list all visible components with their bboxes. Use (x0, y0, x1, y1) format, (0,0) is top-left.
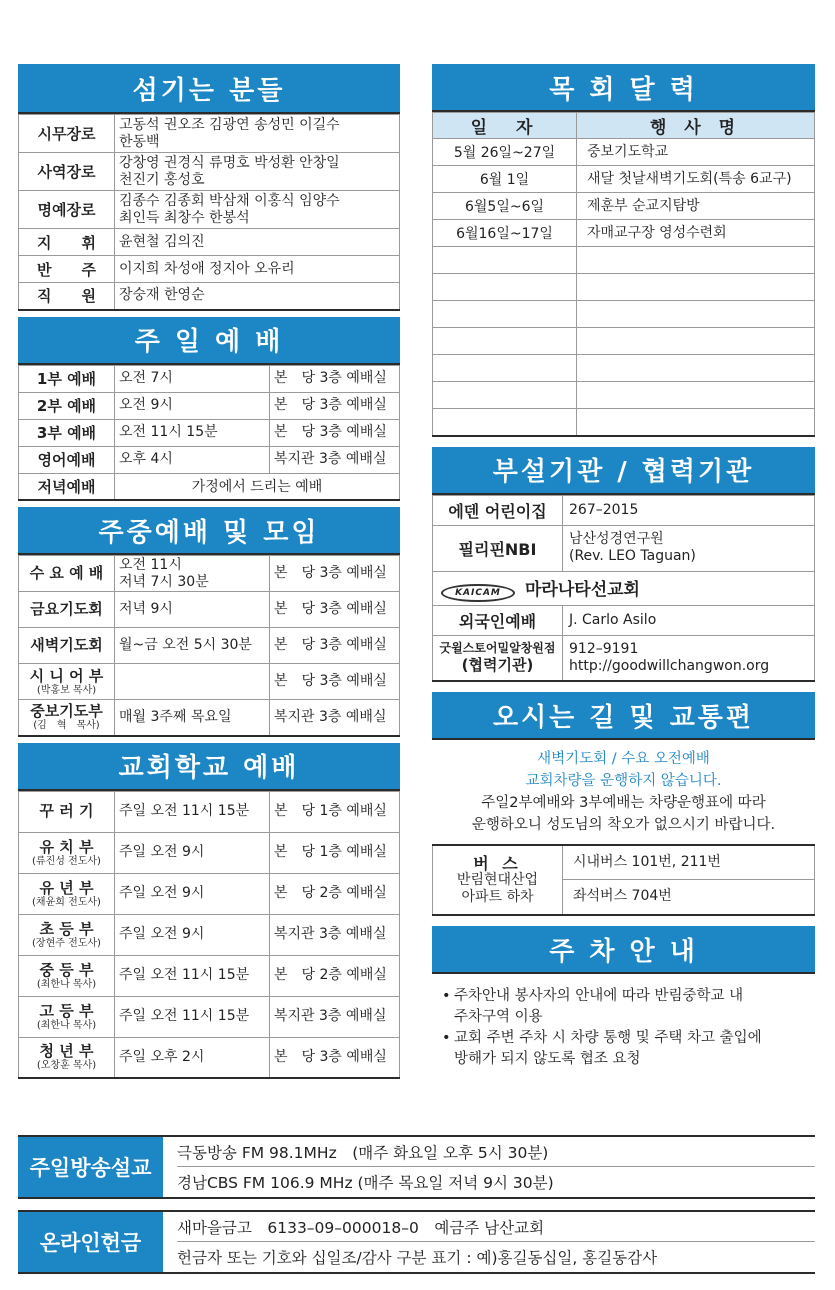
text-line: 저녁 9시 (119, 601, 173, 617)
text-line: 저녁 7시 30분 (119, 573, 209, 590)
affiliates-title: 부설기관 / 협력기관 (432, 447, 815, 495)
text-line: 오전 11시 (119, 556, 182, 573)
group-place: 복지관 3층 예배실 (270, 700, 400, 736)
calendar-event (577, 382, 815, 409)
bus-stop (437, 872, 558, 906)
affiliate-label: 에덴 어린이집 (433, 495, 563, 525)
calendar-row (433, 247, 815, 274)
group-label: 금요기도회 (30, 600, 103, 618)
calendar-row (433, 274, 815, 301)
group-place: 복지관 3층 예배실 (270, 914, 400, 955)
bus-city: 시내버스 101번, 211번 (563, 845, 815, 879)
affiliate-merged (433, 571, 815, 605)
weekday-row (19, 628, 400, 664)
calendar-date (433, 382, 577, 409)
serving-names (115, 153, 400, 191)
sunday-row (19, 419, 400, 446)
affiliates-table (432, 495, 815, 683)
calendar-event (577, 301, 815, 328)
group-name (19, 996, 115, 1037)
calendar-row (433, 409, 815, 436)
group-leader: (박홍보 목사) (36, 684, 97, 696)
school-row (19, 873, 400, 914)
service-time: 오전 9시 (115, 392, 270, 419)
sunday-title: 주 일 예 배 (18, 317, 400, 365)
text-line: 주차구역 이용 (454, 1009, 543, 1025)
text-line: 주일 오후 2시 (119, 1048, 205, 1065)
school-row (19, 996, 400, 1037)
serving-row (19, 153, 400, 191)
affiliate-value (563, 495, 815, 525)
group-label: 새벽기도회 (30, 636, 103, 654)
serving-row (19, 283, 400, 310)
service-time: 오전 11시 15분 (115, 419, 270, 446)
group-name (19, 791, 115, 832)
text-line: 주일 오전 9시 (119, 885, 205, 901)
school-row (19, 914, 400, 955)
group-time (115, 791, 270, 832)
weekday-row (19, 664, 400, 700)
serving-role: 지 휘 (19, 229, 115, 256)
calendar-event (577, 247, 815, 274)
calendar-date: 6월 1일 (433, 166, 577, 193)
group-name (19, 556, 115, 592)
weekday-row (19, 592, 400, 628)
sunday-row (19, 446, 400, 473)
affiliate-row (433, 495, 815, 525)
group-label: 유 치 부 (39, 837, 94, 856)
service-name: 1부 예배 (19, 365, 115, 392)
calendar-row (433, 166, 815, 193)
parking-title: 주 차 안 내 (432, 926, 815, 974)
group-time (115, 873, 270, 914)
text-line: 새벽기도회 / 수요 오전예배 (537, 751, 710, 767)
school-row (19, 955, 400, 996)
calendar-date (433, 247, 577, 274)
calendar-col-event: 행 사 명 (577, 113, 815, 139)
affiliate-value (563, 635, 815, 681)
parking-text (454, 1028, 762, 1070)
affiliate-label: 필리핀NBI (433, 525, 563, 571)
serving-row (19, 229, 400, 256)
bus-table (432, 844, 815, 916)
text-line: 최인득 최창수 한봉석 (119, 209, 250, 226)
bullet-icon: • (442, 1030, 451, 1046)
offering-label: 온라인헌금 (18, 1212, 163, 1272)
calendar-row (433, 382, 815, 409)
calendar-date (433, 274, 577, 301)
calendar-event (577, 409, 815, 436)
text-line: 주일 오전 9시 (119, 844, 205, 860)
kaicam-logo: KAICAM (441, 584, 515, 602)
service-time: 오후 4시 (115, 446, 270, 473)
group-name (19, 1037, 115, 1078)
text-line: 주차안내 봉사자의 안내에 따라 반림중학교 내 (454, 988, 744, 1004)
serving-role: 사역장로 (19, 153, 115, 191)
group-place: 본 당 2층 예배실 (270, 955, 400, 996)
directions-notice-blue (432, 748, 815, 792)
sunday-row (19, 473, 400, 500)
service-name: 3부 예배 (19, 419, 115, 446)
serving-title: 섬기는 분들 (18, 64, 400, 114)
parking-text (454, 986, 743, 1028)
right-column (432, 64, 815, 1070)
group-time (115, 628, 270, 664)
offering-box (18, 1210, 815, 1274)
weekday-row (19, 556, 400, 592)
calendar-event: 제훈부 순교지탐방 (577, 193, 815, 220)
group-leader: (오창훈 목사) (36, 1060, 97, 1072)
group-time (115, 1037, 270, 1078)
school-title: 교회학교 예배 (18, 743, 400, 791)
broadcast-label: 주일방송설교 (18, 1137, 163, 1197)
serving-role: 반 주 (19, 256, 115, 283)
group-leader: (류진성 전도사) (32, 855, 101, 867)
serving-names (115, 115, 400, 153)
text-line: 교회차량을 운행하지 않습니다. (525, 773, 722, 789)
broadcast-lines (163, 1137, 815, 1197)
text-line: 방해가 되지 않도록 협조 요청 (454, 1051, 641, 1067)
group-time (115, 955, 270, 996)
group-label: 중 등 부 (39, 960, 94, 979)
school-table (18, 791, 400, 1080)
group-place: 본 당 3층 예배실 (270, 628, 400, 664)
group-time (115, 556, 270, 592)
text-line: 천진기 홍성호 (119, 171, 205, 188)
broadcast-line: 경남CBS FM 106.9 MHz (매주 목요일 저녁 9시 30분) (177, 1174, 554, 1192)
text-line: 교회 주변 주차 시 차량 통행 및 주택 차고 출입에 (454, 1030, 762, 1046)
serving-row (19, 115, 400, 153)
group-name (19, 628, 115, 664)
school-row (19, 832, 400, 873)
text-line: 912–9191 (569, 640, 639, 657)
group-leader: (장현주 전도사) (32, 937, 101, 949)
calendar-date (433, 301, 577, 328)
bus-label: 버 스 (473, 853, 522, 873)
service-place: 복지관 3층 예배실 (270, 446, 400, 473)
group-time (115, 832, 270, 873)
calendar-event: 자매교구장 영성수련회 (577, 220, 815, 247)
service-place: 본 당 3층 예배실 (270, 392, 400, 419)
group-leader: (최한나 목사) (36, 1019, 97, 1031)
directions-notice (432, 792, 815, 836)
calendar-date: 5월 26일~27일 (433, 139, 577, 166)
group-label: 초 등 부 (39, 919, 94, 938)
text-line: 매월 3주째 목요일 (119, 708, 232, 725)
text-line: 한동백 (119, 133, 160, 150)
offering-line: 헌금자 또는 기호와 십일조/감사 구분 표기 : 예)홍길동십일, 홍길동감사 (177, 1249, 658, 1267)
calendar-event (577, 328, 815, 355)
group-time (115, 914, 270, 955)
service-name: 영어예배 (19, 446, 115, 473)
text-line: 주일2부예배와 3부예배는 차량운행표에 따라 (481, 795, 766, 811)
calendar-row (433, 220, 815, 247)
broadcast-box (18, 1135, 815, 1199)
group-label: 수 요 예 배 (29, 564, 104, 582)
calendar-col-date: 일 자 (433, 113, 577, 139)
affiliate-row (433, 571, 815, 605)
text-line: 강창영 권경식 류명호 박성환 안창일 (119, 154, 340, 171)
text-line: http://goodwillchangwon.org (569, 657, 770, 674)
affiliate-value (563, 605, 815, 635)
school-row (19, 791, 400, 832)
text-line: 장숭재 한영순 (119, 287, 205, 304)
group-time (115, 700, 270, 736)
affiliate-row (433, 605, 815, 635)
group-label: 청 년 부 (39, 1042, 94, 1061)
affiliate-label: 외국인예배 (433, 605, 563, 635)
group-label: 고 등 부 (39, 1001, 94, 1020)
group-name (19, 873, 115, 914)
calendar-title: 목 회 달 력 (432, 64, 815, 112)
calendar-event (577, 274, 815, 301)
affiliate-name: 마라나타선교회 (525, 579, 640, 600)
parking-item (442, 986, 815, 1028)
serving-names (115, 283, 400, 310)
text-line: 남산성경연구원 (569, 531, 664, 547)
affiliate-row (433, 635, 815, 681)
group-leader: (채윤희 전도사) (32, 896, 101, 908)
directions-notice-block (432, 740, 815, 836)
service-name: 저녁예배 (19, 473, 115, 500)
bus-seat: 좌석버스 704번 (563, 879, 815, 915)
text-line: 윤현철 김의진 (119, 233, 205, 250)
service-time: 오전 7시 (115, 365, 270, 392)
bullet-icon: • (442, 988, 451, 1004)
group-place: 본 당 1층 예배실 (270, 832, 400, 873)
group-place: 본 당 2층 예배실 (270, 873, 400, 914)
affiliate-row (433, 525, 815, 571)
sunday-table (18, 365, 400, 502)
group-leader: (김 혁 목사) (33, 720, 100, 732)
group-place: 본 당 3층 예배실 (270, 664, 400, 700)
calendar-event: 중보기도학교 (577, 139, 815, 166)
group-label: 중보기도부 (30, 702, 103, 721)
calendar-table (432, 112, 815, 437)
text-line: 반림현대산업 (456, 871, 539, 888)
bus-label-cell (433, 845, 563, 915)
group-name (19, 955, 115, 996)
service-merged: 가정에서 드리는 예배 (115, 473, 400, 500)
weekday-table (18, 555, 400, 737)
service-place: 본 당 3층 예배실 (270, 365, 400, 392)
text-line: 고동석 권오조 김광연 송성민 이길수 (119, 116, 340, 133)
sunday-row (19, 392, 400, 419)
affiliate-label (433, 635, 563, 681)
calendar-date: 6월5일~6일 (433, 193, 577, 220)
serving-role: 시무장로 (19, 115, 115, 153)
serving-role: 명예장로 (19, 191, 115, 229)
offering-lines (163, 1212, 815, 1272)
broadcast-line: 극동방송 FM 98.1MHz (매주 화요일 오후 5시 30분) (177, 1137, 815, 1167)
calendar-row (433, 355, 815, 382)
parking-list (432, 974, 815, 1070)
serving-row (19, 191, 400, 229)
text-line: 주일 오전 9시 (119, 926, 205, 942)
group-place: 본 당 1층 예배실 (270, 791, 400, 832)
group-time (115, 592, 270, 628)
calendar-date (433, 409, 577, 436)
school-row (19, 1037, 400, 1078)
weekday-title: 주중예배 및 모임 (18, 507, 400, 555)
offering-line: 새마을금고 6133–09–000018–0 예금주 남산교회 (177, 1212, 815, 1242)
calendar-date (433, 328, 577, 355)
directions-title: 오시는 길 및 교통편 (432, 692, 815, 740)
text-line: 김종수 김종회 박삼채 이홍식 임양수 (119, 192, 340, 209)
text-line: 주일 오전 11시 15분 (119, 1008, 250, 1024)
text-line: 월~금 오전 5시 30분 (119, 637, 252, 653)
group-name (19, 914, 115, 955)
serving-names (115, 229, 400, 256)
group-time (115, 996, 270, 1037)
serving-row (19, 256, 400, 283)
service-name: 2부 예배 (19, 392, 115, 419)
text-line: J. Carlo Asilo (569, 611, 657, 628)
weekday-row (19, 700, 400, 736)
left-column (18, 64, 400, 1079)
calendar-row (433, 139, 815, 166)
serving-table (18, 114, 400, 311)
group-place: 본 당 3층 예배실 (270, 1037, 400, 1078)
affiliate-value (563, 525, 815, 571)
calendar-row (433, 328, 815, 355)
parking-item (442, 1028, 815, 1070)
serving-names (115, 191, 400, 229)
text-line: 굿윌스토어밀알창원점 (439, 641, 556, 656)
text-line: 운행하오니 성도님의 착오가 없으시기 바랍니다. (471, 817, 776, 833)
text-line: 아파트 하차 (461, 888, 534, 905)
text-line: 이지희 차성애 정지아 오유리 (119, 260, 295, 277)
service-place: 본 당 3층 예배실 (270, 419, 400, 446)
text-line: 주일 오전 11시 15분 (119, 803, 250, 819)
calendar-date: 6월16일~17일 (433, 220, 577, 247)
group-name (19, 832, 115, 873)
serving-role: 직 원 (19, 283, 115, 310)
group-place: 복지관 3층 예배실 (270, 996, 400, 1037)
calendar-event (577, 355, 815, 382)
group-name (19, 664, 115, 700)
group-label: 유 년 부 (39, 878, 94, 897)
group-label: 꾸 러 기 (39, 802, 94, 820)
group-time (115, 664, 270, 700)
text-line: (협력기관) (461, 656, 534, 675)
sunday-row (19, 365, 400, 392)
group-place: 본 당 3층 예배실 (270, 592, 400, 628)
group-leader: (최한나 목사) (36, 978, 97, 990)
group-name (19, 700, 115, 736)
group-label: 시 니 어 부 (29, 666, 104, 685)
calendar-event: 새달 첫날새벽기도회(특송 6교구) (577, 166, 815, 193)
group-place: 본 당 3층 예배실 (270, 556, 400, 592)
group-name (19, 592, 115, 628)
text-line: (Rev. LEO Taguan) (569, 548, 696, 564)
text-line: 267–2015 (569, 501, 639, 518)
calendar-row (433, 193, 815, 220)
serving-names (115, 256, 400, 283)
calendar-date (433, 355, 577, 382)
text-line: 주일 오전 11시 15분 (119, 967, 250, 983)
calendar-row (433, 301, 815, 328)
